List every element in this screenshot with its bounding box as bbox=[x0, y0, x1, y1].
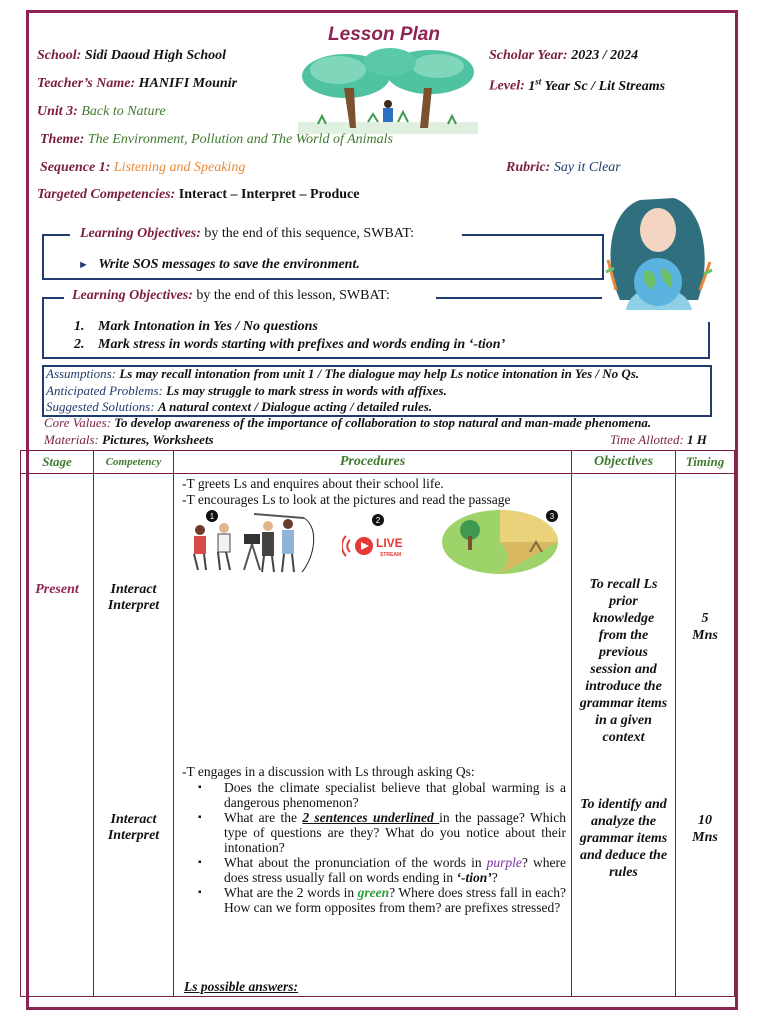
header-timing: Timing bbox=[676, 451, 735, 474]
header-objectives: Objectives bbox=[572, 451, 676, 474]
question-item: ▪ What about the pronunciation of the words in purple? where does stress usually fall on words ending in ‘-tion’? bbox=[224, 855, 572, 885]
school-line: School: Sidi Daoud High School bbox=[37, 48, 227, 63]
rubric-line: Rubric: Say it Clear bbox=[506, 160, 621, 175]
objective-2: To identify and analyze the grammar items and deduce the rules bbox=[579, 797, 668, 880]
scholar-year-line: Scholar Year: 2023 / 2024 bbox=[489, 48, 639, 63]
header-competency: Competency bbox=[94, 451, 174, 474]
interview-picture bbox=[184, 508, 324, 578]
competency-cell bbox=[94, 474, 174, 997]
trees-illustration bbox=[298, 48, 478, 136]
page-title: Lesson Plan bbox=[328, 24, 440, 45]
question-list bbox=[174, 780, 572, 915]
timing-cell bbox=[676, 474, 735, 997]
stage-present: Present bbox=[35, 582, 79, 597]
picture-number: 2 bbox=[375, 516, 381, 525]
competencies-line: Targeted Competencies: Interact – Interpret – Produce bbox=[37, 187, 360, 202]
solutions-line: Suggested Solutions: A natural context / Dialogue acting / detailed rules. bbox=[46, 399, 433, 414]
procedure-pictures: -T encourages Ls to look at the pictures and read the passage bbox=[182, 492, 511, 507]
sequence-objectives-heading: Learning Objectives: by the end of this sequence, SWBAT: bbox=[80, 226, 415, 241]
stream-label: STREAM bbox=[380, 552, 402, 558]
procedures-cell bbox=[174, 474, 572, 997]
time-allotted-line: Time Allotted: 1 H bbox=[610, 432, 707, 447]
timing-1: 5 Mns bbox=[692, 611, 718, 643]
procedures-table bbox=[20, 450, 735, 997]
procedure-discussion: -T engages in a discussion with Ls through asking Qs: bbox=[182, 764, 475, 779]
question-item: ▪ What are the 2 words in green? Where does stress fall in each? How can we form opposites from them? are prefixes stressed? bbox=[224, 885, 572, 915]
core-values-line: Core Values: To develop awareness of the importance of collaboration to stop natural and man-made phenomena. bbox=[44, 415, 652, 430]
competency-1: Interact Interpret bbox=[107, 582, 160, 613]
problems-line: Anticipated Problems: Ls may struggle to mark stress in words with affixes. bbox=[46, 383, 447, 398]
table-header-row bbox=[21, 451, 735, 474]
theme-line: Theme: The Environment, Pollution and The World of Animals bbox=[40, 132, 393, 147]
competency-2: Interact Interpret bbox=[107, 812, 160, 843]
picture-number: 1 bbox=[209, 512, 215, 521]
materials-line: Materials: Pictures, Worksheets bbox=[44, 432, 214, 447]
header-stage: Stage bbox=[21, 451, 94, 474]
stage-cell bbox=[21, 474, 94, 997]
objectives-cell bbox=[572, 474, 676, 997]
unit-line: Unit 3: Back to Nature bbox=[37, 104, 166, 119]
question-item: ▪ What are the 2 sentences underlined in the passage? Which type of questions are they? What do you notice about their intonation? bbox=[224, 810, 572, 855]
timing-2: 10 Mns bbox=[692, 813, 718, 845]
lesson-objective-item: 2. Mark stress in words starting with prefixes and words ending in ‘-tion’ bbox=[74, 337, 506, 352]
assumptions-line: Assumptions: Ls may recall intonation from unit 1 / The dialogue may help Ls notice intonation in Yes / No Qs. bbox=[46, 366, 640, 381]
picture-number: 3 bbox=[549, 512, 555, 521]
sequence-line: Sequence 1: Listening and Speaking bbox=[40, 160, 246, 175]
teacher-line: Teacher’s Name: HANIFI Mounir bbox=[37, 76, 238, 91]
table-row bbox=[21, 474, 735, 997]
lesson-objective-item: 1. Mark Intonation in Yes / No questions bbox=[74, 319, 318, 334]
live-label: LIVE bbox=[376, 536, 403, 550]
sequence-objective-item: ► Write SOS messages to save the environment. bbox=[78, 257, 360, 272]
procedure-greet: -T greets Ls and enquires about their school life. bbox=[182, 476, 444, 491]
header-procedures: Procedures bbox=[174, 451, 572, 474]
objective-1: To recall Ls prior knowledge from the previous session and introduce the grammar items in a given context bbox=[579, 577, 668, 745]
question-item: ▪ Does the climate specialist believe that global warming is a dangerous phenomenon? bbox=[224, 780, 572, 810]
live-stream-picture bbox=[342, 514, 414, 574]
possible-answers-heading: Ls possible answers: bbox=[184, 979, 299, 994]
nature-drought-picture bbox=[440, 508, 566, 580]
level-line: Level: 1st Year Sc / Lit Streams bbox=[489, 76, 666, 94]
arrow-bullet-icon: ► bbox=[78, 259, 89, 271]
lesson-objectives-heading: Learning Objectives: by the end of this lesson, SWBAT: bbox=[72, 288, 390, 303]
